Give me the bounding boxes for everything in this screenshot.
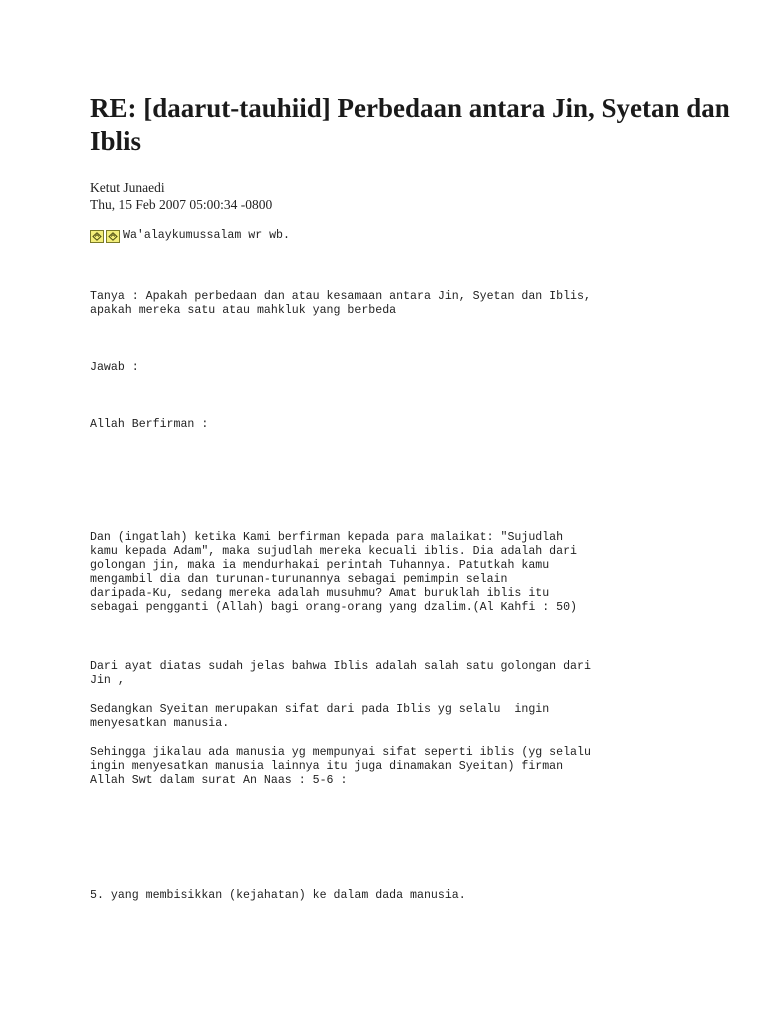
wink-emoticon-icon [90,230,104,243]
wink-emoticon-icon [106,230,120,243]
greeting-line [90,228,290,244]
page-title: RE: [daarut-tauhiid] Perbedaan antara Jin, Syetan dan Iblis [90,93,730,156]
quran-quote-paragraph: Dan (ingatlah) ketika Kami berfirman kepada para malaikat: "Sujudlah kamu kepada Adam", maka sujudlah mereka kecuali iblis. Dia adalah dari golongan jin, maka ia mendurhakai perintah Tuhannya. Patutkah kamu mengambil dia dan turunan-turunannya sebagai pemimpin selain daripada-Ku, sedang mereka adalah musuhmu? Amat buruklah iblis itu sebagai pengganti (Allah) bagi orang-orang yang dzalim.(Al Kahfi : 50) [90,531,578,614]
message-date: Thu, 15 Feb 2007 05:00:34 -0800 [90,197,273,212]
explanation-paragraph-3: Sehingga jikalau ada manusia yg mempunyai sifat seperti iblis (yg selalu ingin menyesatkan manusia lainnya itu juga dinamakan Syeitan) firman Allah Swt dalam surat An Naas : 5-6 : [90,746,591,787]
author-name[interactable]: Ketut Junaedi [90,180,165,195]
verse-5-line: 5. yang membisikkan (kejahatan) ke dalam dada manusia. [90,889,466,902]
greeting-text: Wa'alaykumussalam wr wb. [123,229,290,242]
explanation-paragraph-2: Sedangkan Syeitan merupakan sifat dari pada Iblis yg selalu ingin menyesatkan manusia. [90,703,550,730]
question-paragraph: Tanya : Apakah perbedaan dan atau kesamaan antara Jin, Syetan dan Iblis, apakah mereka satu atau mahkluk yang berbeda [90,290,591,317]
allah-berfirman-line: Allah Berfirman : [90,418,209,431]
answer-heading: Jawab : [90,361,139,374]
explanation-paragraph-1: Dari ayat diatas sudah jelas bahwa Iblis adalah salah satu golongan dari Jin , [90,660,591,687]
